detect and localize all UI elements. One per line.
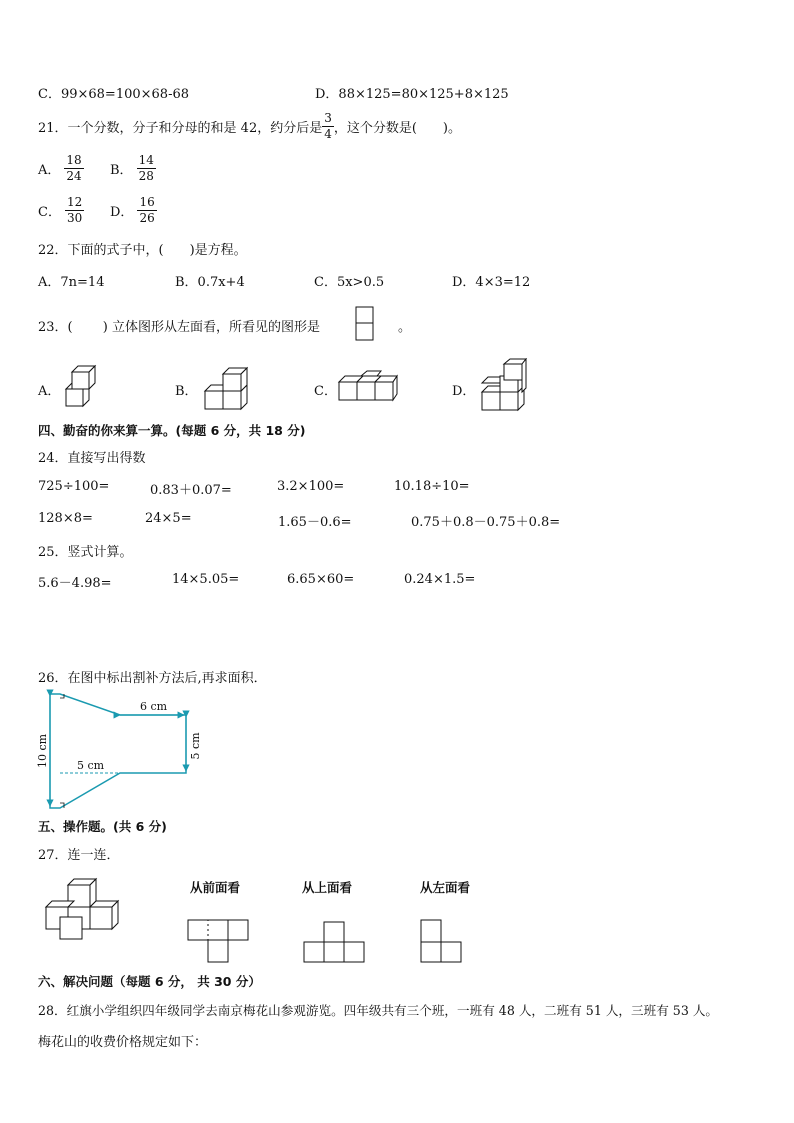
q23-text-before: 23．( ) 立体图形从左面看，所看见的图形是 xyxy=(38,320,320,335)
q21-text-before: 21．一个分数，分子和分母的和是 42，约分后是 xyxy=(38,121,323,136)
section5-title: 五、操作题。(共 6 分) xyxy=(38,819,167,834)
q22-question: 22．下面的式子中，( )是方程。 xyxy=(38,243,247,258)
option-fraction xyxy=(137,153,156,184)
q23-option-a-cubes-icon xyxy=(62,360,98,410)
q20-option-c: C．99×68=100×68-68 xyxy=(38,87,189,102)
q24-item: 24×5= xyxy=(145,511,192,526)
q28-line2: 梅花山的收费价格规定如下： xyxy=(38,1035,208,1050)
q26-label-left: 10 cm xyxy=(36,733,49,769)
q22-option-b: B．0.7x+4 xyxy=(175,275,245,290)
q23-option-a-label: A． xyxy=(38,384,61,399)
q27-view-front-label: 从前面看 xyxy=(190,880,241,895)
q21-frac-num: 3 xyxy=(324,111,332,125)
frac-den: 30 xyxy=(66,211,83,225)
q24-item: 128×8= xyxy=(38,511,93,526)
q22-option-c: C．5x>0.5 xyxy=(314,275,385,290)
q27-left-view-shape-icon xyxy=(418,918,468,966)
q28-line1: 28．红旗小学组织四年级同学去南京梅花山参观游览。四年级共有三个班，一班有 48 人，二班有 51 人，三班有 53 人。 xyxy=(38,1003,719,1018)
q27-front-view-shape-icon xyxy=(186,918,256,966)
q25-question: 25．竖式计算。 xyxy=(38,545,133,560)
q26-question: 26．在图中标出割补方法后,再求面积． xyxy=(38,671,267,686)
option-fraction xyxy=(64,153,83,184)
q24-item: 0.83＋0.07= xyxy=(150,483,232,498)
q21-question xyxy=(38,111,461,142)
q24-item: 3.2×100= xyxy=(277,479,345,494)
q21-text-after: ，这个分数是( )。 xyxy=(333,121,462,136)
section4-title: 四、勤奋的你来算一算。(每题 6 分，共 18 分) xyxy=(38,423,306,438)
q26-label-right: 5 cm xyxy=(189,732,202,760)
q21-option-c xyxy=(38,195,84,226)
q23-view-shape-icon xyxy=(355,306,375,342)
q27-question: 27．连一连． xyxy=(38,848,120,863)
frac-den: 28 xyxy=(138,169,154,183)
q23-option-d-label: D． xyxy=(452,384,476,399)
q20-option-d: D．88×125=80×125+8×125 xyxy=(315,87,509,102)
option-label: C． xyxy=(38,205,61,220)
option-label: B． xyxy=(110,163,133,178)
q21-fraction xyxy=(322,111,334,142)
frac-num: 14 xyxy=(138,153,154,167)
q24-item: 0.75＋0.8－0.75＋0.8= xyxy=(411,515,561,530)
q25-item: 5.6－4.98= xyxy=(38,576,112,591)
q27-view-top-label: 从上面看 xyxy=(302,880,353,895)
frac-den: 24 xyxy=(66,169,82,183)
q26-composite-shape-figure xyxy=(34,688,204,813)
option-label: A． xyxy=(38,163,61,178)
q25-item: 6.65×60= xyxy=(287,572,355,587)
option-label: D． xyxy=(110,205,134,220)
q23-option-b-cubes-icon xyxy=(200,366,248,412)
q27-top-view-shape-icon xyxy=(302,920,372,966)
q21-option-a xyxy=(38,153,84,184)
q22-option-d: D．4×3=12 xyxy=(452,275,531,290)
q21-option-d xyxy=(110,195,157,226)
q23-option-b-label: B． xyxy=(175,384,198,399)
q24-question: 24．直接写出得数 xyxy=(38,451,146,466)
q24-item: 725÷100= xyxy=(38,479,110,494)
frac-den: 26 xyxy=(139,211,155,225)
q27-view-left-label: 从左面看 xyxy=(420,880,471,895)
option-fraction xyxy=(137,195,156,226)
q26-label-mid: 5 cm xyxy=(77,759,105,772)
q21-option-b xyxy=(110,153,156,184)
option-fraction xyxy=(65,195,84,226)
q26-label-top: 6 cm xyxy=(140,700,168,713)
q25-item: 14×5.05= xyxy=(172,572,240,587)
q23-option-d-cubes-icon xyxy=(474,358,528,414)
q25-item: 0.24×1.5= xyxy=(404,572,476,587)
frac-num: 16 xyxy=(139,195,155,209)
q23-option-c-cubes-icon xyxy=(337,370,399,404)
q27-solid-cubes-icon xyxy=(40,875,125,943)
q23-option-c-label: C． xyxy=(314,384,337,399)
frac-num: 18 xyxy=(66,153,82,167)
q23-text-after: 。 xyxy=(398,320,412,335)
q21-frac-den: 4 xyxy=(324,127,332,141)
q24-item: 1.65－0.6= xyxy=(278,515,352,530)
section6-title: 六、解决问题（每题 6 分， 共 30 分） xyxy=(38,974,261,989)
q24-item: 10.18÷10= xyxy=(394,479,470,494)
frac-num: 12 xyxy=(66,195,83,209)
q22-option-a: A．7n=14 xyxy=(38,275,105,290)
